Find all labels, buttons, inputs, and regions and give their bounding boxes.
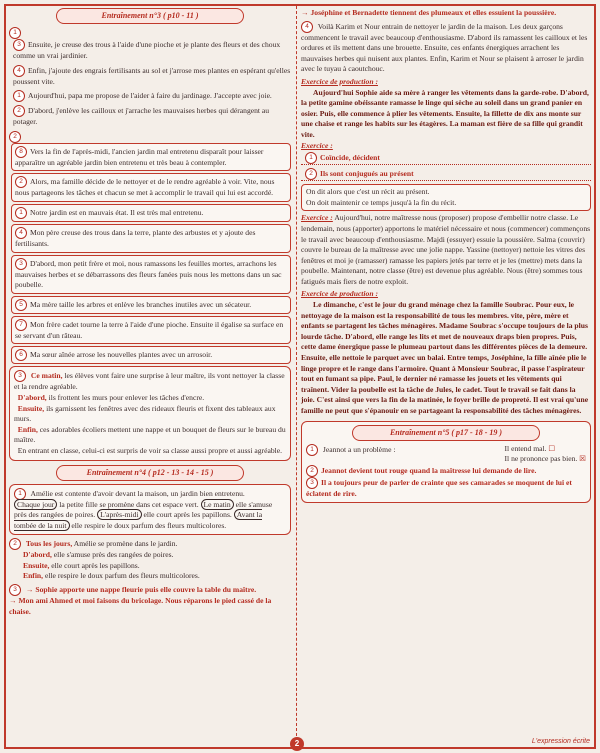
ordered-box: 2 Alors, ma famille décide de le nettoyer et de le rendre agréable à voir. Vite, nous nous partageons les tâches et chacun se met à accomplir le travail qui lui est accordé. — [11, 173, 291, 202]
page-footer — [0, 737, 600, 751]
ordered-box: 6 Ma sœur aînée arrose les nouvelles plantes avec un arrosoir. — [11, 346, 291, 364]
production-1: Exercice de production : Aujourd'hui Sophie aide sa mère à ranger les vêtements dans la garde-robe. D'abord, la petite gamine obéissante ramasse le linge qui sèche au soleil dans un grand panier en osier. Puis, elle commence à plier les vêtements. Ensuite, la fillette de dix ans monte sur une chaise et range les habits sur les étagères. La maman est fière de sa fille qui grandit vite. — [301, 76, 589, 139]
answer-line: Enfin, elle respire le doux parfum des fleurs multicolores. — [23, 571, 200, 581]
right-column — [301, 8, 591, 503]
exercise-number: 2 — [305, 168, 317, 180]
section-banner-3: Entraînement n°3 ( p10 - 11 ) — [56, 8, 244, 24]
exercise-number: 2 — [306, 465, 318, 477]
ordered-box: 7 Mon frère cadet tourne la terre à l'aide d'une pioche. Ensuite il égalise sa surface en se servant d'un râteau. — [11, 316, 291, 345]
ordered-box: 5 Ma mère taille les arbres et enlève les branches inutiles avec un sécateur. — [11, 296, 291, 314]
box-number: 7 — [15, 319, 27, 331]
list-item: 3 Ensuite, je creuse des trous à l'aide d'une pioche et je plante des fleurs et des choux comme un vrai jardinier. — [13, 39, 281, 60]
item-number: 2 — [13, 105, 25, 117]
list-item: 4 Enfin, j'ajoute des engrais fertilisants au sol et j'arrose mes plantes en espérant qu'elles poussent vite. — [13, 65, 291, 86]
box-number: 1 — [15, 207, 27, 219]
ordered-box: 3 D'abord, mon petit frère et moi, nous ramassons les feuilles mortes, arrachons les mauvaises herbes et se débarrassons des fleurs fanées puis nous les mettons dans un sac poubelle. — [11, 255, 291, 294]
answer-line: D'abord, elle s'amuse près des rangées de poires. — [23, 550, 174, 560]
box-number: 4 — [15, 227, 27, 239]
brand-label: L'expression écrite — [531, 738, 590, 745]
section-banner-5: Entraînement n°5 ( p17 - 18 - 19 ) — [352, 425, 540, 441]
exercise-block: Exercice : 1 Coïncide, décident 2 Ils sont conjugués au présent On dit alors que c'est un récit au présent. On doit maintenir ce temps jusqu'à la fin du récit. — [301, 141, 591, 212]
list-item: 1 Aujourd'hui, papa me propose de l'aider à faire du jardinage. J'accepte avec joie. — [13, 90, 291, 102]
exercise-number: 4 — [301, 21, 313, 33]
exercise-4-2 — [9, 538, 291, 582]
rule-box: On dit alors que c'est un récit au présent. On doit maintenir ce temps jusqu'à la fin du récit. — [301, 184, 591, 211]
exercise-4-4: 4 Voilà Karim et Nour entrain de nettoyer le jardin de la maison. Les deux garçons commencent le travail avec beaucoup d'enthousiasme. D'abord ils ramassent les cailloux et les ordures et ils mettent dans une brouette. Ensuite, ces enfants énergiques arrachent les mauvaises herbes qui nuisent aux plantes. Enfin, Karim et Nour se plaisent à arroser le jardin avec le tuyau à caoutchouc. — [301, 21, 588, 74]
exercise-number: 3 — [9, 584, 21, 596]
exercise-3-text-box: 3 Ce matin, les élèves vont faire une surprise à leur maître, ils vont nettoyer la classe et la rendre agréable. D'abord, ils frottent les murs pour enlever les tâches d'encre. Ensuite, ils garnissent les fenêtres avec des rideaux fleuris et fixent des tableaux aux murs. Enfin, ces adorables écoliers mettent une nappe et un bouquet de fleurs sur le bureau du maître. En entrant en classe, celui-ci est surpris de voir sa classe aussi propre et aussi agréable. — [9, 366, 291, 460]
list-item: 2 D'abord, j'enlève les cailloux et j'arrache les mauvaises herbes qui dérangent au potager. — [13, 105, 270, 127]
exercise-4-1: 1 Amélie est contente d'avoir devant la maison, un jardin bien entretenu. Chaque jour la petite fille se promène dans cet espace vert. Le matin elle s'amuse près des rangées de poires. L'après-midi elle court après les papillons. Avant la tombée de la nuit elle respire le doux parfum des fleurs multicolores. — [9, 484, 291, 536]
exercise-number: 1 — [306, 444, 318, 456]
column-divider — [296, 6, 297, 746]
ordered-box: 1 Notre jardin est en mauvais état. Il est très mal entretenu. — [11, 204, 291, 222]
section-banner-4: Entraînement n°4 ( p12 - 13 - 14 - 15 ) — [56, 465, 244, 481]
exercise-2 — [9, 131, 291, 365]
answer-line: Ensuite, elle court après les papillons. — [23, 560, 140, 570]
entrainement-5: Entraînement n°5 ( p17 - 18 - 19 ) 1 Jeannot a un problème : Il entend mal. ☐ Il ne prononce pas bien. ☒ 2 Jeannot devient tout rouge quand la maîtresse lui demande de lire. 3 Il a toujours peur de parler de crainte que ses camarades se moquent de lui et éclatent de rire. — [301, 421, 591, 504]
exercise-4-3: 3 → Sophie apporte une nappe fleurie puis elle couvre la table du maître. → Mon ami Ahmed et moi faisons du bricolage. Nous réparons le pied cassé de la chaise. — [9, 584, 272, 616]
production-2: Exercice de production : Le dimanche, c'est le jour du grand ménage chez la famille Soubrac. Pour eux, le nettoyage de la maison est la responsabilité de tous les membres. vite, père, mère et enfants se partagent les tâches ménagères. Madame Soubrac s'occupe toujours de la plus lourde tâche. D'abord, elle range les lits et met de nouveaux draps bien propres. Puis, cette dame énergique passe le plumeau partout dans les différentes pièces de la demeure. Ensuite, elle nettoie le parquet avec un balai. Entre temps, Joséphine, la fille aînée plie le linge propre et le range dans l'armoire. Quant à Monsieur Soubrac, il passe l'aspirateur tout en fumant sa pipe. Paul, le dernier né ramasse les jouets et les vêtements qui traînent. Vider la poubelle est la tâche de Jules, le cadet. Tout le travail se fait dans la joie. C'est ainsi que vers la fin de la matinée, le foyer brille de propreté. Il est vrai qu'une famille ne peut que s'épanouir en se partageant la responsabilité des tâches ménagères. — [301, 289, 589, 415]
left-column — [9, 8, 291, 617]
exercise-number: 2 — [9, 538, 21, 550]
box-number: 3 — [15, 258, 27, 270]
exercise-conjugation: Exercice : Aujourd'hui, notre maîtresse nous (proposer) propose d'embellir notre classe. Le lendemain, nous (apporter) apportons le matériel nécessaire et nous (commencer) commençons le travail avec beaucoup d'enthousiasme. Majdi (essuyer) essuie la poussière. Salma (couvrir) couvre le bureau de la maîtresse avec une jolie nappe. Yassine (nettoyer) nettoie les vitres des fenêtres et moi je (ramasser) ramasse les papiers jetés par terre et je les (mettre) mets dans la poubelle. Maintenant, notre classe (être) est devenue plus agréable. Nous (être) sommes tous fatigués mais fiers de notre exploit. — [301, 213, 591, 286]
exercise-number: 1 — [305, 152, 317, 164]
page-number: 2 — [290, 737, 304, 751]
item-number: 3 — [13, 39, 25, 51]
exercise-number: 1 — [14, 488, 26, 500]
box-number: 8 — [15, 146, 27, 158]
exercise-number: 1 — [9, 27, 21, 39]
box-number: 5 — [15, 299, 27, 311]
exercise-1 — [9, 27, 291, 128]
answer-line: Tous les jours, Amélie se promène dans le jardin. — [25, 539, 178, 549]
item-number: 4 — [13, 65, 25, 77]
box-number: 6 — [15, 349, 27, 361]
exercise-number: 3 — [14, 370, 26, 382]
ordered-box: 4 Mon père creuse des trous dans la terre, plante des arbustes et y ajoute des fertilisants. — [11, 224, 291, 253]
empty-checkbox-icon: ☐ — [548, 443, 556, 453]
exercise-number: 2 — [9, 131, 21, 143]
ordered-box: 8 Vers la fin de l'après-midi, l'ancien jardin mal entretenu disparaît pour laisser apparaître un agréable jardin bien entretenu et très beau à contempler. — [11, 143, 291, 172]
box-number: 2 — [15, 176, 27, 188]
checked-box-icon: ☒ — [579, 454, 586, 464]
item-number: 1 — [13, 90, 25, 102]
continuation-line: → Joséphine et Bernadette tiennent des plumeaux et elles essuient la poussière. — [301, 8, 557, 17]
exercise-number: 3 — [306, 477, 318, 489]
